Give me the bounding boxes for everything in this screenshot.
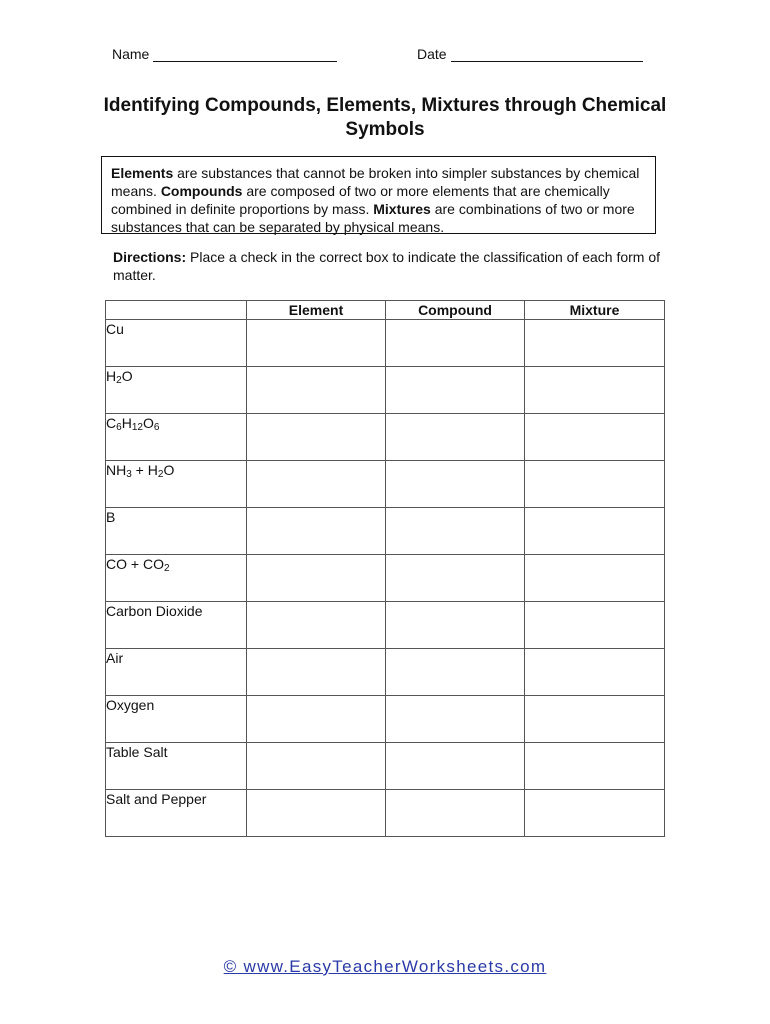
worksheet-header — [112, 46, 652, 68]
mixture-check-cell[interactable] — [525, 461, 665, 508]
table-row — [106, 508, 665, 555]
element-check-cell[interactable] — [247, 461, 386, 508]
footer — [0, 957, 770, 977]
substance-label: Cu — [106, 320, 247, 367]
directions-text: Place a check in the correct box to indicate the classification of each form of matter. — [113, 249, 661, 283]
table-row — [106, 649, 665, 696]
name-line[interactable] — [153, 47, 337, 62]
directions — [113, 248, 663, 284]
definitions-box — [101, 156, 656, 234]
substance-label: Salt and Pepper — [106, 790, 247, 837]
element-check-cell[interactable] — [247, 320, 386, 367]
element-check-cell[interactable] — [247, 602, 386, 649]
element-check-cell[interactable] — [247, 790, 386, 837]
table-row — [106, 320, 665, 367]
date-label: Date — [417, 46, 447, 62]
table-body — [106, 320, 665, 837]
mixture-check-cell[interactable] — [525, 414, 665, 461]
compound-check-cell[interactable] — [386, 461, 525, 508]
compound-check-cell[interactable] — [386, 367, 525, 414]
column-header-element: Element — [247, 301, 386, 320]
mixture-check-cell[interactable] — [525, 649, 665, 696]
mixtures-definition: are combinations of two or more substances that can be separated by physical means. — [111, 201, 635, 235]
compound-check-cell[interactable] — [386, 555, 525, 602]
element-check-cell[interactable] — [247, 649, 386, 696]
element-check-cell[interactable] — [247, 555, 386, 602]
compound-check-cell[interactable] — [386, 414, 525, 461]
mixtures-term: Mixtures — [373, 201, 431, 217]
compounds-definition: are composed of two or more elements that are chemically combined in definite proportions by mass. — [111, 183, 610, 217]
table-row — [106, 790, 665, 837]
name-label: Name — [112, 46, 150, 62]
substance-label: B — [106, 508, 247, 555]
substance-label: Oxygen — [106, 696, 247, 743]
substance-label: $NH_3 + H_2O$ — [106, 461, 247, 508]
website-link[interactable]: © www.EasyTeacherWorksheets.com — [223, 957, 547, 976]
column-header-item — [106, 301, 247, 320]
mixture-check-cell[interactable] — [525, 320, 665, 367]
table-row — [106, 414, 665, 461]
mixture-check-cell[interactable] — [525, 367, 665, 414]
column-header-mixture: Mixture — [525, 301, 665, 320]
substance-label: Air — [106, 649, 247, 696]
date-line[interactable] — [451, 47, 643, 62]
substance-label: $C_6H_{12}O_6$ — [106, 414, 247, 461]
name-field[interactable] — [112, 46, 337, 62]
element-check-cell[interactable] — [247, 508, 386, 555]
element-check-cell[interactable] — [247, 743, 386, 790]
compound-check-cell[interactable] — [386, 649, 525, 696]
substance-label: Carbon Dioxide — [106, 602, 247, 649]
element-check-cell[interactable] — [247, 367, 386, 414]
element-check-cell[interactable] — [247, 414, 386, 461]
elements-definition: are substances that cannot be broken into simpler substances by chemical means. — [111, 165, 640, 199]
mixture-check-cell[interactable] — [525, 743, 665, 790]
elements-term: Elements — [111, 165, 174, 181]
mixture-check-cell[interactable] — [525, 696, 665, 743]
substance-label: CO + $CO_2$ — [106, 555, 247, 602]
column-header-compound: Compound — [386, 301, 525, 320]
table-row — [106, 367, 665, 414]
mixture-check-cell[interactable] — [525, 790, 665, 837]
mixture-check-cell[interactable] — [525, 555, 665, 602]
compound-check-cell[interactable] — [386, 508, 525, 555]
compound-check-cell[interactable] — [386, 790, 525, 837]
compound-check-cell[interactable] — [386, 743, 525, 790]
element-check-cell[interactable] — [247, 696, 386, 743]
table-row — [106, 555, 665, 602]
directions-label: Directions: — [113, 249, 187, 265]
mixture-check-cell[interactable] — [525, 602, 665, 649]
classification-table — [105, 300, 665, 837]
table-row — [106, 461, 665, 508]
table-row — [106, 602, 665, 649]
substance-label: Table Salt — [106, 743, 247, 790]
table-row — [106, 743, 665, 790]
compound-check-cell[interactable] — [386, 602, 525, 649]
table-header-row — [106, 301, 665, 320]
date-field[interactable] — [417, 46, 643, 62]
mixture-check-cell[interactable] — [525, 508, 665, 555]
worksheet-title: Identifying Compounds, Elements, Mixtures through Chemical Symbols — [103, 95, 667, 140]
compound-check-cell[interactable] — [386, 320, 525, 367]
table-row — [106, 696, 665, 743]
compounds-term: Compounds — [160, 183, 243, 199]
substance-label: $H_2O$ — [106, 367, 247, 414]
compound-check-cell[interactable] — [386, 696, 525, 743]
